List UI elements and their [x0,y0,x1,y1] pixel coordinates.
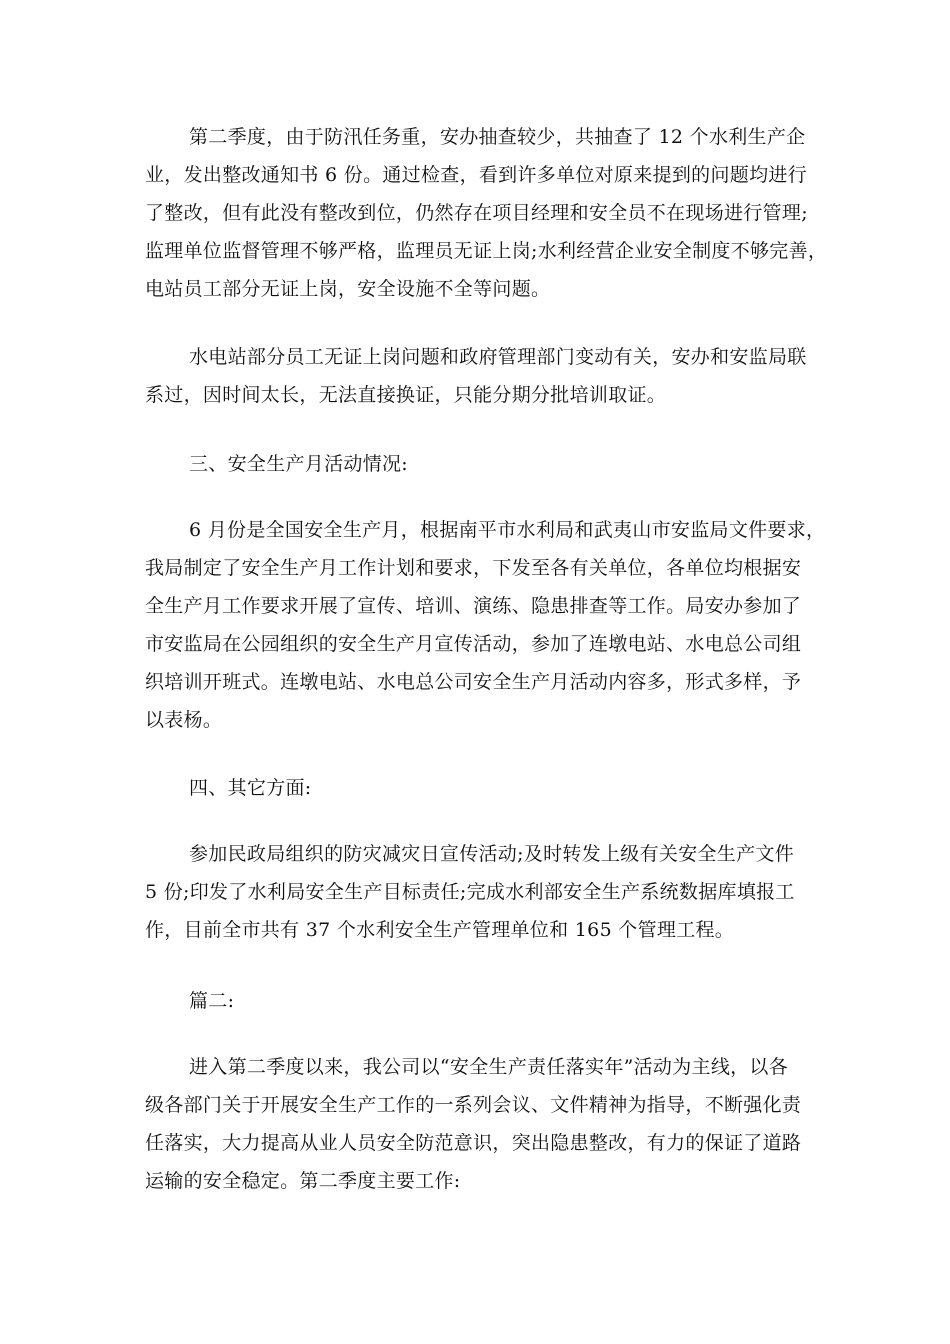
paragraph-other [145,835,825,949]
text-line: 以表杨。 [145,709,223,731]
text-line: 参加民政局组织的防灾减灾日宣传活动;及时转发上级有关安全生产文件 [189,843,795,865]
text-line: 进入第二季度以来，我公司以“安全生产责任落实年”活动为主线，以各 [189,1056,789,1078]
text-line: 5 份;印发了水利局安全生产目标责任;完成水利部安全生产系统数据库填报工 [145,881,795,903]
text-line: 6 月份是全国安全生产月，根据南平市水利局和武夷山市安监局文件要求， [189,519,826,541]
text-line: 运输的安全稳定。第二季度主要工作: [145,1170,461,1192]
text-line: 作，目前全市共有 37 个水利安全生产管理单位和 165 个管理工程。 [145,919,735,941]
text-line: 监理单位监督管理不够严格，监理员无证上岗;水利经营企业安全制度不够完善， [145,240,828,262]
paragraph-part-two-intro [145,1048,825,1200]
section-heading-other: 四、其它方面: [189,777,312,799]
text-line: 级各部门关于开展安全生产工作的一系列会议、文件精神为指导，不断强化责 [145,1094,802,1116]
text-line: 织培训开班式。连墩电站、水电总公司安全生产月活动内容多，形式多样，予 [145,671,802,693]
text-line: 水电站部分员工无证上岗问题和政府管理部门变动有关，安办和安监局联 [189,346,807,368]
section-heading-part-two: 篇二: [189,990,235,1012]
text-line: 任落实，大力提高从业人员安全防范意识，突出隐患整改，有力的保证了道路 [145,1132,802,1154]
text-line: 电站员工部分无证上岗，安全设施不全等问题。 [145,278,551,300]
text-line: 业，发出整改通知书 6 份。通过检查，看到许多单位对原来提到的问题均进行 [145,164,807,186]
paragraph-q2-inspection [145,118,828,308]
text-line: 系过，因时间太长，无法直接换证，只能分期分批培训取证。 [145,384,667,406]
paragraph-hydropower-staff [145,338,825,414]
section-heading-safety-month: 三、安全生产月活动情况: [189,453,409,475]
text-line: 第二季度，由于防汛任务重，安办抽查较少，共抽查了 12 个水利生产企 [189,126,806,148]
paragraph-safety-month [145,511,825,739]
text-line: 我局制定了安全生产月工作计划和要求，下发至各有关单位，各单位均根据安 [145,557,802,579]
text-line: 市安监局在公园组织的安全生产月宣传活动，参加了连墩电站、水电总公司组 [145,633,802,655]
text-line: 全生产月工作要求开展了宣传、培训、演练、隐患排查等工作。局安办参加了 [145,595,802,617]
text-line: 了整改，但有此没有整改到位，仍然存在项目经理和安全员不在现场进行管理; [145,202,808,224]
